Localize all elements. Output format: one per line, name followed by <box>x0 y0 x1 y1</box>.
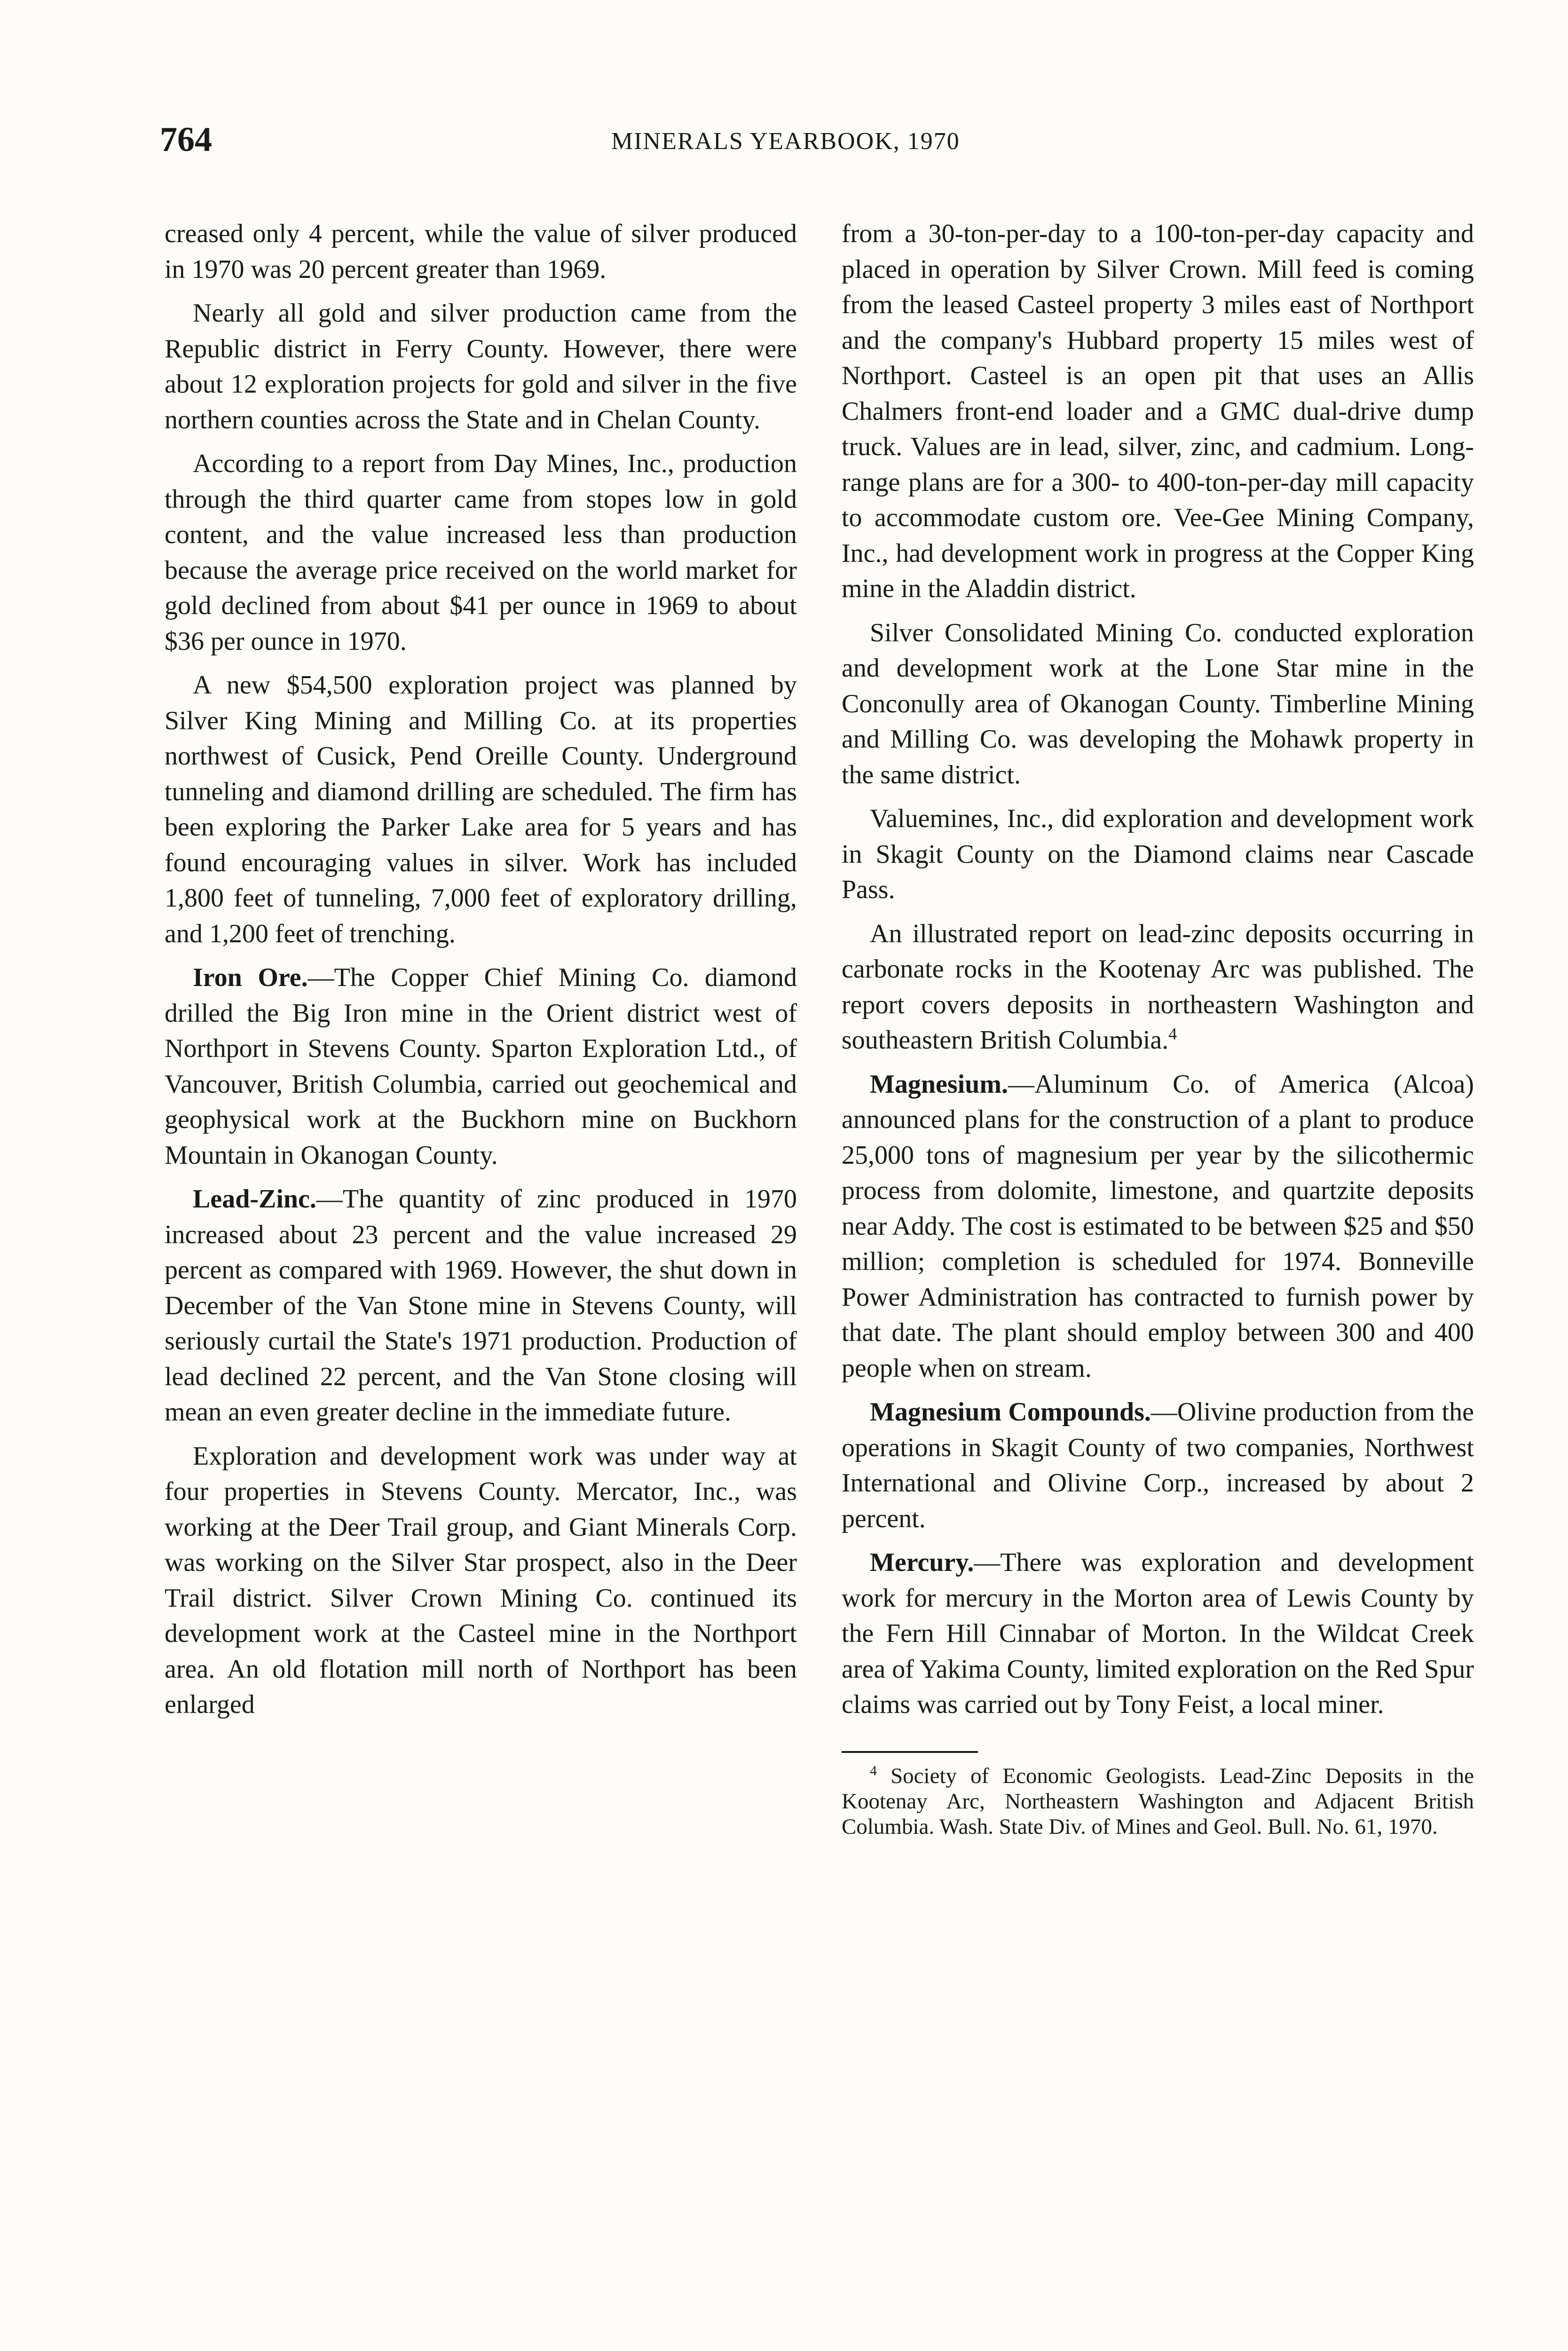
section-heading-magnesium-compounds: Magnesium Compounds. <box>870 1397 1151 1427</box>
paragraph: According to a report from Day Mines, Inc., production through the third quarter came from stopes low in gold content, and the value increased less than production because the average price received on the world market for gold declined from about $41 per ounce in 1969 to about $36 per ounce in 1970. <box>165 449 797 656</box>
page-number: 764 <box>160 120 212 159</box>
section-magnesium-compounds <box>842 1395 1474 1537</box>
section-iron-ore <box>165 960 797 1173</box>
footnote-reference: 4 <box>1168 1024 1177 1043</box>
paragraph: creased only 4 percent, while the value of silver produced in 1970 was 20 percent greater than 1969. <box>165 219 797 284</box>
section-text: —The Copper Chief Mining Co. diamond drilled the Big Iron mine in the Orient district west of Northport in Stevens County. Sparton Exploration Ltd., of Vancouver, British Columbia, carried out geochemical and geophysical work at the Buckhorn mine on Buckhorn Mountain in Okanogan County. <box>165 963 797 1170</box>
footnote <box>842 1763 1474 1839</box>
section-text: —The quantity of zinc produced in 1970 increased about 23 percent and the value increased 29 percent as compared with 1969. However, the shut down in December of the Van Stone mine in Stevens County, will seriously curtail the State's 1971 production. Production of lead declined 22 percent, and the Van Stone closing will mean an even greater decline in the immediate future. <box>165 1184 797 1427</box>
footnote-mark: 4 <box>870 1762 877 1778</box>
page-header <box>160 120 1100 162</box>
footnote-text: Society of Economic Geologists. Lead-Zinc Deposits in the Kootenay Arc, Northeastern Washington and Adjacent British Columbia. Wash. State Div. of Mines and Geol. Bull. No. 61, 1970. <box>842 1763 1474 1839</box>
section-lead-zinc <box>165 1182 797 1430</box>
paragraph: Valuemines, Inc., did exploration and development work in Skagit County on the Diamond claims near Cascade Pass. <box>842 804 1474 904</box>
right-column <box>842 216 1474 1848</box>
section-heading-magnesium: Magnesium. <box>870 1069 1008 1099</box>
paragraph: Exploration and development work was under way at four properties in Stevens County. Mercator, Inc., was working at the Deer Trail group, and Giant Minerals Corp. was working on the Silver Star prospect, also in the Deer Trail district. Silver Crown Mining Co. continued its development work at the Casteel mine in the Northport area. An old flotation mill north of Northport has been enlarged <box>165 1441 797 1719</box>
section-heading-lead-zinc: Lead-Zinc. <box>193 1184 316 1214</box>
section-mercury <box>842 1545 1474 1723</box>
paragraph-text: An illustrated report on lead-zinc deposits occurring in carbonate rocks in the Kootenay Arc was published. The report covers deposits in northeastern Washington and southeastern British Columbia. <box>842 919 1474 1055</box>
paragraph <box>842 916 1474 1058</box>
section-magnesium <box>842 1067 1474 1387</box>
running-head: MINERALS YEARBOOK, 1970 <box>611 128 960 155</box>
footnote-divider <box>842 1751 978 1753</box>
left-column <box>165 216 797 1731</box>
section-text: —Olivine production from the operations in Skagit County of two companies, Northwest International and Olivine Corp., increased by about 2 percent. <box>842 1397 1474 1533</box>
paragraph: Nearly all gold and silver production came from the Republic district in Ferry County. However, there were about 12 exploration projects for gold and silver in the five northern counties across the State and in Chelan County. <box>165 299 797 434</box>
section-heading-mercury: Mercury. <box>870 1548 974 1577</box>
paragraph: Silver Consolidated Mining Co. conducted exploration and development work at the Lone Star mine in the Conconully area of Okanogan County. Timberline Mining and Milling Co. was developing the Mohawk property in the same district. <box>842 618 1474 789</box>
paragraph: A new $54,500 exploration project was planned by Silver King Mining and Milling Co. at its properties northwest of Cusick, Pend Oreille County. Underground tunneling and diamond drilling are scheduled. The firm has been exploring the Parker Lake area for 5 years and has found encouraging values in silver. Work has included 1,800 feet of tunneling, 7,000 feet of exploratory drilling, and 1,200 feet of trenching. <box>165 671 797 948</box>
section-heading-iron-ore: Iron Ore. <box>193 963 308 992</box>
section-text: —There was exploration and development work for mercury in the Morton area of Lewis County by the Fern Hill Cinnabar of Morton. In the Wildcat Creek area of Yakima County, limited exploration on the Red Spur claims was carried out by Tony Feist, a local miner. <box>842 1548 1474 1719</box>
paragraph: from a 30-ton-per-day to a 100-ton-per-day capacity and placed in operation by Silver Crown. Mill feed is coming from the leased Casteel property 3 miles east of Northport and the company's Hubbard property 15 miles west of Northport. Casteel is an open pit that uses an Allis Chalmers front-end loader and a GMC dual-drive dump truck. Values are in lead, silver, zinc, and cadmium. Long-range plans are for a 300- to 400-ton-per-day mill capacity to accommodate custom ore. Vee-Gee Mining Company, Inc., had development work in progress at the Copper King mine in the Aladdin district. <box>842 219 1474 603</box>
section-text: —Aluminum Co. of America (Alcoa) announced plans for the construction of a plant to produce 25,000 tons of magnesium per year by the silicothermic process from dolomite, limestone, and quartzite deposits near Addy. The cost is estimated to be between $25 and $50 million; completion is scheduled for 1974. Bonneville Power Administration has contracted to furnish power by that date. The plant should employ between 300 and 400 people when on stream. <box>842 1069 1474 1383</box>
